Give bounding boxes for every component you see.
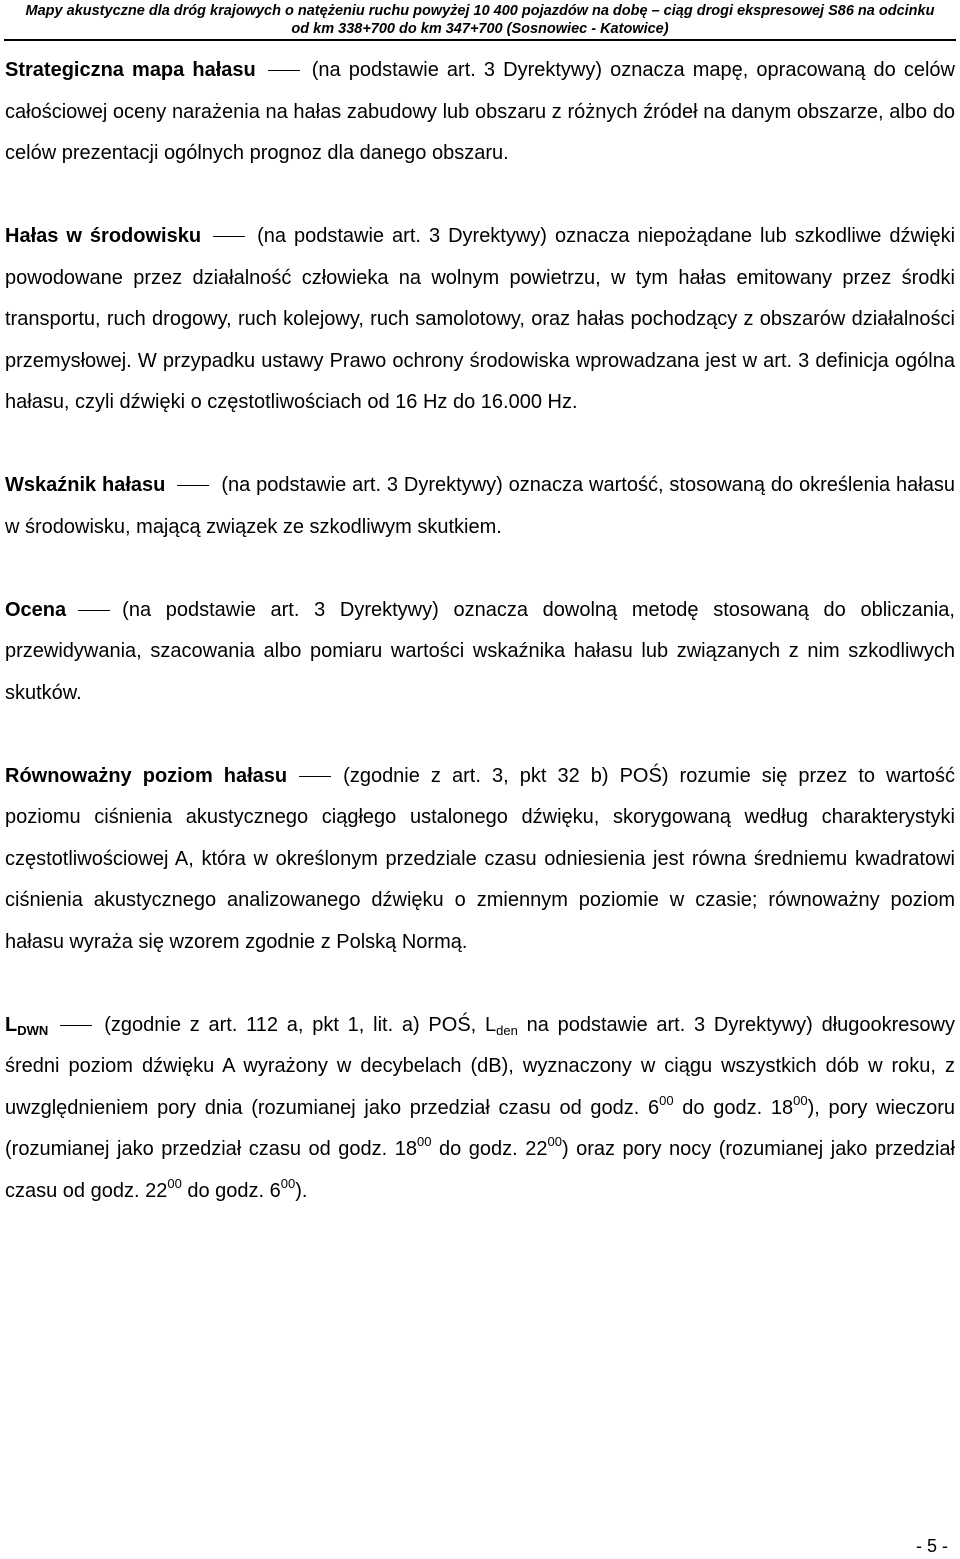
header-divider xyxy=(4,39,956,41)
definition-text: ). xyxy=(295,1179,308,1202)
definition-text: (na podstawie art. 3 Dyrektywy) oznacza niepożądane lub szkodliwe dźwięki powodowane przez działalność człowieka na wolnym powietrzu, w tym hałas emitowany przez środki transportu, ruch drogowy, ruch kolejowy, ruch samolotowy, oraz hałas pochodzący z obszarów działalności przemysłowej. W przypadku ustawy Prawo ochrony środowiska wprowadzana jest w art. 3 definicja ogólna hałasu, czyli dźwięki o częstotliwościach od 16 Hz do 16.000 Hz. xyxy=(5,225,956,413)
definition-text: (na podstawie art. 3 Dyrektywy) oznacza dowolną metodę stosowaną do obliczania, przewidywania, szacowania albo pomiaru wartości wskaźnika hałasu lub związanych z nim szkodliwych skutków. xyxy=(5,598,955,704)
dash xyxy=(177,485,209,486)
definition-environmental-noise xyxy=(5,216,955,424)
definition-text: (na podstawie art. 3 Dyrektywy) oznacza wartość, stosowaną do określenia hałasu w środowisku, mającą związek ze szkodliwym skutkiem. xyxy=(5,474,955,538)
definition-equivalent-noise-level xyxy=(5,756,955,964)
definition-noise-indicator xyxy=(5,465,955,548)
definition-text: ), pory wieczoru (rozumianej jako przedział czasu od godz. 18 xyxy=(5,1096,955,1160)
document-header xyxy=(0,0,960,40)
superscript: 00 xyxy=(547,1134,562,1149)
page-number: - 5 - xyxy=(915,1536,948,1556)
term-symbol: L xyxy=(5,1013,18,1036)
definition-text: (na podstawie art. 3 Dyrektywy) oznacza mapę, opracowaną do celów całościowej oceny narażenia na hałas zabudowy lub obszaru z różnych źródeł na danym obszarze, albo do celów prezentacji ogólnych prognoz dla danego obszaru. xyxy=(5,59,955,164)
dash xyxy=(299,776,331,777)
dash xyxy=(268,70,300,71)
definition-text: ) oraz pory nocy (rozumianej jako przedział czasu od godz. 22 xyxy=(5,1138,955,1202)
lden-subscript: den xyxy=(496,1022,518,1038)
definition-text: (zgodnie z art. 3, pkt 32 b) POŚ) rozumie się przez to wartość poziomu ciśnienia akustycznego ciągłego ustalonego dźwięku, skorygowaną według charakterystyki częstotliwościowej A, która w określonym przedziale czasu odniesienia jest równa średniemu kwadratowi ciśnienia akustycznego analizowanego dźwięku o zmiennym poziomie w czasie; równoważny poziom hałasu wyraża się wzorem zgodnie z Polską Normą. xyxy=(5,764,955,953)
term xyxy=(5,1014,48,1036)
superscript: 00 xyxy=(280,1175,296,1191)
dash xyxy=(213,236,245,237)
header-line-2: od km 338+700 do km 347+700 (Sosnowiec - Katowice) xyxy=(291,21,669,37)
definition-text: do godz. 18 xyxy=(673,1096,794,1119)
term: Wskaźnik hałasu xyxy=(5,474,166,496)
definition-strategic-noise-map xyxy=(5,50,955,175)
term: Równoważny poziom hałasu xyxy=(5,764,288,787)
term-subscript: DWN xyxy=(17,1022,49,1038)
dash xyxy=(78,610,110,611)
dash xyxy=(60,1025,92,1026)
term: Strategiczna mapa hałasu xyxy=(5,59,256,81)
definition-ldwn xyxy=(5,1005,955,1213)
superscript: 00 xyxy=(659,1092,674,1108)
superscript: 00 xyxy=(417,1134,432,1149)
definition-text: na podstawie art. 3 Dyrektywy) długookresowy średni poziom dźwięku A wyrażony w decybelach (dB), wyznaczony w ciągu wszystkich dób w roku, z uwzględnieniem pory dnia (rozumianej jako przedział czasu od godz. 6 xyxy=(5,1013,955,1119)
term: Hałas w środowisku xyxy=(5,225,202,247)
document-body xyxy=(5,50,955,1212)
header-line-1: Mapy akustyczne dla dróg krajowych o natężeniu ruchu powyżej 10 400 pojazdów na dobę – ciąg drogi ekspresowej S86 na odcinku xyxy=(25,3,935,19)
superscript: 00 xyxy=(793,1092,808,1108)
superscript: 00 xyxy=(167,1175,182,1191)
definition-assessment xyxy=(5,590,955,715)
definition-text: do godz. 6 xyxy=(181,1179,281,1202)
definition-text: (zgodnie z art. 112 a, pkt 1, lit. a) POŚ, L xyxy=(104,1013,497,1036)
term: Ocena xyxy=(5,598,67,621)
definition-text: do godz. 22 xyxy=(431,1138,548,1160)
